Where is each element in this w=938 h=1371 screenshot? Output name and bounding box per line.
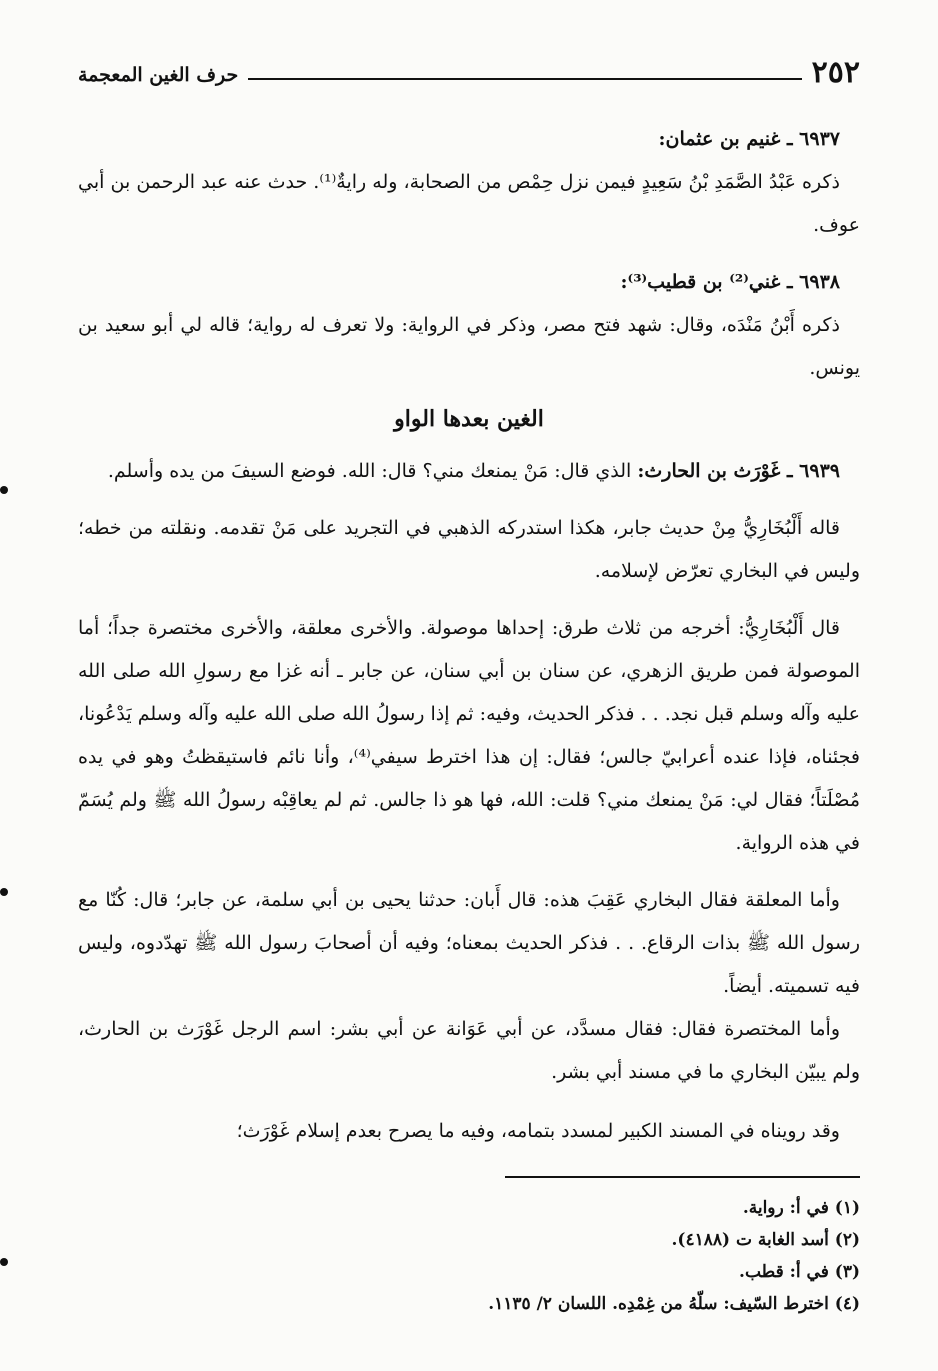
footnote: (٣) في أ: قطب.: [739, 1262, 860, 1282]
entry-heading: ٦٩٣٨ ـ غني⁽²⁾ بن قطيب⁽³⁾:: [620, 271, 840, 293]
running-title: حرف الغين المعجمة: [78, 64, 239, 86]
footnote-rule: [505, 1176, 860, 1178]
book-page: [78, 52, 860, 1352]
body-paragraph: قاله أَلْبُخَارِيُّ مِنْ حديث جابر، هكذا استدركه الذهبي في التجريد على مَنْ تقدمه. ونقلته من خطه؛ وليس في البخاري تعرّض لإسلامه.: [78, 517, 860, 582]
scan-mark: [0, 1258, 8, 1266]
body-paragraph: وقد رويناه في المسند الكبير لمسدد بتمامه، وفيه ما يصرح بعدم إسلام غَوْرَث؛: [236, 1120, 840, 1142]
entry-6939: [78, 450, 860, 493]
entry-text: ذكره أَبْنُ مَنْدَه، وقال: شهد فتح مصر، وذكر في الرواية: ولا تعرف له رواية؛ قاله لي أبو سعيد بن يونس.: [78, 314, 860, 379]
section-title: الغين بعدها الواو: [394, 406, 544, 432]
scan-mark: [0, 888, 8, 896]
page-number: ٢٥٢: [811, 55, 860, 90]
entry-text: الذي قال: مَنْ يمنعك مني؟ قال: الله. فوضع السيفَ من يده وأسلم.: [107, 460, 638, 482]
footnote: (٤) اخترط السّيف: سلّهُ من غِمْدِه. اللسان ٢/ ١١٣٥.: [488, 1294, 860, 1314]
footnote: (٢) أسد الغابة ت (٤١٨٨).: [671, 1230, 860, 1250]
entry-heading: ٦٩٣٩ ـ غَوْرَث بن الحارث:: [637, 460, 840, 482]
body-paragraph: قال أَلْبُخَارِيُّ: أخرجه من ثلاث طرق: إحداها موصولة. والأخرى معلقة، والأخرى مختصرة جداً؛ أما الموصولة فمن طريق الزهري، عن سنان بن أبي سنان، عن جابر ـ أنه غزا مع رسولِ الله صلى الله عليه وآله وسلم قبل نجد. . . فذكر الحديث، وفيه: ثم إذا رسولُ الله صلى الله عليه وآله وسلم يَدْعُونا، فجئناه، فإذا عنده أعرابيّ جالس؛ فقال: إن هذا اخترط سيفي⁽⁴⁾، وأنا نائم فاستيقظتُ وهو في يده مُصْلَتاً؛ فقال لي: مَنْ يمنعك مني؟ قلت: الله، فها هو ذا جالس. ثم لم يعاقِبْه رسولُ الله ﷺ ولم يُسَمّ في هذه الرواية.: [78, 617, 861, 854]
entry-text: ذكره عَبْدُ الصَّمَدِ بْنُ سَعِيدٍ فيمن نزل حِمْص من الصحابة، وله رايةٌ⁽¹⁾. حدث عنه عبد الرحمن بن أبي عوف.: [78, 171, 860, 236]
scan-mark: [0, 486, 8, 494]
footnotes: [78, 1192, 860, 1320]
page-header: [78, 52, 860, 88]
body-paragraph: وأما المعلقة فقال البخاري عَقِبَ هذه: قال أَبان: حدثنا يحيى بن أبي سلمة، عن جابر؛ قال: كُنّا مع رسول الله ﷺ بذات الرقاع. . . فذكر الحديث بمعناه؛ وفيه أن أصحابَ رسول الله ﷺ تهدّدوه، وليس فيه تسميته. أيضاً.: [78, 889, 860, 997]
header-rule: [248, 78, 801, 80]
entry-heading: ٦٩٣٧ ـ غنيم بن عثمان:: [658, 128, 840, 150]
footnote: (١) في أ: رواية.: [742, 1198, 860, 1218]
body-paragraph: وأما المختصرة فقال: فقال مسدَّد، عن أبي عَوَانة عن أبي بشر: اسم الرجل غَوْرَث بن الحارث، ولم يبيّن البخاري ما في مسند أبي بشر.: [78, 1018, 860, 1083]
